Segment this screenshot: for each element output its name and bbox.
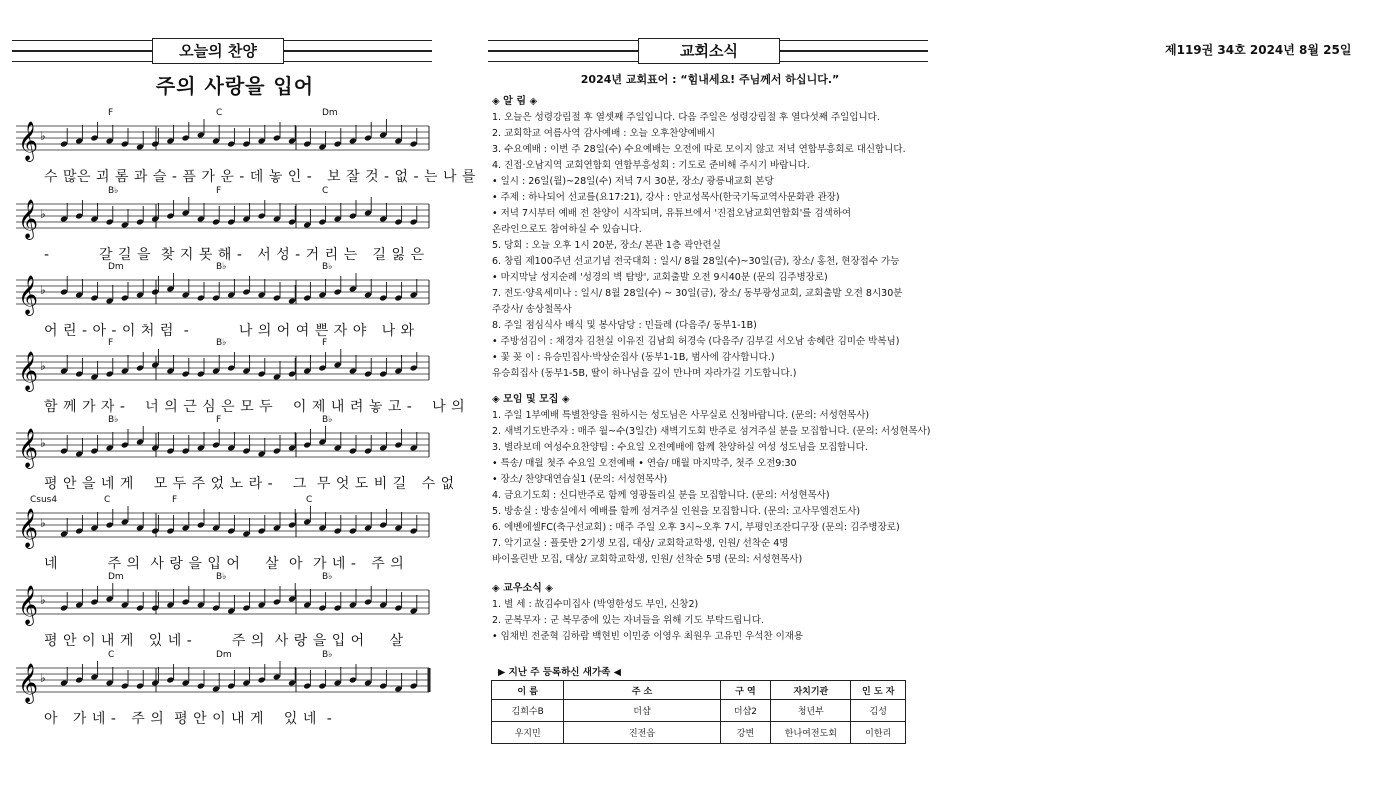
table-row [492,722,906,744]
list-item: 7. 악기교실 : 플룻반 2기생 모집, 대상/ 교회학교학생, 인원/ 선착순 4명 [492,538,789,549]
chord-label: C [322,186,329,196]
list-item: • 특송/ 매월 첫주 수요일 오전예배 • 연습/ 매월 마지막주, 첫주 오전9:30 [492,458,797,469]
list-item: 4. 진접·오남지역 교회연합회 연합부흥성회 : 기도로 준비해 주시기 바랍니다. [492,160,810,171]
list-item: 1. 오늘은 성령강림절 후 열셋째 주일입니다. 다음 주일은 성령강림절 후 열다섯째 주일입니다. [492,112,880,123]
list-item: 8. 주일 점심식사 배식 및 봉사담당 : 민들레 (다음주/ 동부1-1B) [492,320,757,331]
list-item: 5. 방송실 : 방송실에서 예배를 함께 섬겨주실 인원을 모집합니다. (문의: 고사무엘전도사) [492,506,861,517]
list-item: • 꽃 꽂 이 : 유승민집사·박상순집사 (동부1-1B, 범사에 감사합니다.) [492,352,775,363]
table-header-row [492,681,906,700]
chord-label: F [322,338,328,348]
chord-label: Csus4 [30,495,58,505]
lyric-line: 수 많은 괴 롬 과 슬 - 픔 가 운 - 데 놓 인 - 보 잘 것 - 없 - 는 나 를 [44,169,476,185]
list-item: 유승희집사 (동부1-5B, 딸이 하나님을 깊이 만나며 자라가길 기도합니다.) [492,368,797,379]
list-item: 온라인으로도 참여하실 수 있습니다. [492,224,642,235]
column-header: 이 름 [492,681,564,700]
list-item: 주강사/ 송상철목사 [492,304,572,315]
svg-text:♭: ♭ [40,436,46,450]
list-item: 5. 당회 : 오늘 오후 1시 20분, 장소/ 본관 1층 곽안련실 [492,240,721,251]
chord-label: B♭ [322,262,333,272]
list-item: 3. 수요예배 : 이번 주 28일(수) 수요예배는 오전에 따로 모이지 않고 저녁 연합부흥회로 대신합니다. [492,144,906,155]
table-cell: 청년부 [771,700,851,722]
list-item: 4. 금요기도회 : 신디반주로 함께 영광돌리실 분을 모집합니다. (문의: 서성현목사) [492,490,830,501]
list-item: 1. 주일 1부예배 특별찬양을 원하시는 성도님은 사무실로 신청바랍니다. (문의: 서성현목사) [492,410,870,421]
news-section-header [488,40,928,62]
notices-block [492,94,906,382]
music-staff [16,505,431,551]
chord-label: C [104,495,111,505]
hymn-title: 주의 사랑을 입어 [155,74,315,98]
chord-label: B♭ [322,650,333,660]
list-item: • 일시 : 26일(월)~28일(수) 저녁 7시 30분, 장소/ 광릉내교회 본당 [492,176,774,187]
chord-label: C [306,495,313,505]
svg-text:♭: ♭ [40,129,46,143]
chord-label: B♭ [216,338,227,348]
chord-label: B♭ [216,262,227,272]
treble-clef-icon: 𝄞 [18,351,39,391]
list-item: 1. 별 세 : 故김수미집사 (박영한성도 부인, 신창2) [492,599,699,610]
lyric-line: 평 안 을 네 게 모 두 주 었 노 라 - 그 무 엇 도 비 길 수 없 [44,476,455,492]
list-item: • 주제 : 하나되어 선교를(요17:21), 강사 : 안교성목사(한국기독교역사문화관 관장) [492,192,840,203]
chord-label: F [216,415,222,425]
hymn-section-title: 오늘의 찬양 [152,38,284,64]
lyric-line: - 갈 길 을 찾 지 못 해 - 서 성 - 거 리 는 길 잃 은 [44,247,425,263]
lyric-line: 함 께 가 자 - 너 의 근 심 은 모 두 이 제 내 려 놓 고 - 나 의 [44,399,466,415]
music-staff [16,582,431,628]
staff-row [16,415,455,505]
chord-label: B♭ [322,572,333,582]
list-item: 6. 에벤에셀FC(축구선교회) : 매주 주일 오후 3시~오후 7시, 부평인조잔디구장 (문의: 김주병장로) [492,522,900,533]
notices-heading: ◈ 알 림 ◈ [492,96,538,107]
chord-label: B♭ [216,572,227,582]
table-cell: 더샵 [564,700,720,722]
list-item: 7. 전도·양육세미나 : 일시/ 8월 28일(수) ~ 30일(금), 장소/ 동부광성교회, 교회출발 오전 8시30분 [492,288,903,299]
chord-label: Dm [108,262,124,272]
table-cell: 김성 [851,700,906,722]
chord-label: C [216,108,223,118]
list-item: 6. 창립 제100주년 선교기념 전국대회 : 일시/ 8월 28일(수)~30일(금), 장소/ 홍천, 현장접수 가능 [492,256,900,267]
music-staff [16,348,431,394]
new-members-table [491,680,906,744]
treble-clef-icon: 𝄞 [18,585,39,625]
list-item: 2. 새벽기도반주자 : 매주 월~수(3일간) 새벽기도회 반주로 섬겨주실 분을 모집합니다. (문의: 서성현목사) [492,426,931,437]
members-list [492,597,803,645]
svg-text:♭: ♭ [40,359,46,373]
svg-text:♭: ♭ [40,516,46,530]
column-header: 인 도 자 [851,681,906,700]
chord-label: F [172,495,178,505]
table-cell: 우지민 [492,722,564,744]
treble-clef-icon: 𝄞 [18,275,39,315]
list-item: • 마지막날 성지순례 '성경의 벽 탐방', 교회출발 오전 9시40분 (문의 김주병장로) [492,272,828,283]
table-cell: 더샵2 [720,700,771,722]
table-row [492,700,906,722]
chord-label: F [108,338,114,348]
chord-label: Dm [322,108,338,118]
chord-label: Dm [216,650,232,660]
column-header: 구 역 [720,681,771,700]
svg-text:♭: ♭ [40,283,46,297]
recruit-heading: ◈ 모임 및 모집 ◈ [492,394,570,405]
svg-text:♭: ♭ [40,671,46,685]
table-cell: 한나여전도회 [771,722,851,744]
recruit-list [492,408,930,568]
column-header: 자치기관 [771,681,851,700]
members-heading: ◈ 교우소식 ◈ [492,583,553,594]
table-cell: 진전읍 [564,722,720,744]
music-staff [16,425,431,471]
new-members-title: ▶ 지난 주 등록하신 새가족 ◀ [498,667,621,678]
table-cell: 이한리 [851,722,906,744]
list-item: 3. 별라보데 여성수요찬양팀 : 수요일 오전예배에 함께 찬양하실 여성 성도님을 모집합니다. [492,442,868,453]
table-cell: 김희수B [492,700,564,722]
chord-label: B♭ [322,415,333,425]
music-staff [16,196,431,242]
music-staff [16,272,431,318]
column-header: 주 소 [564,681,720,700]
music-staff [16,118,431,164]
lyric-line: 네 주 의 사 랑 을 입 어 살 아 가 네 - 주 의 [44,556,405,572]
lyric-line: 평 안 이 내 게 있 네 - 주 의 사 랑 을 입 어 살 [44,633,404,649]
list-item: • 임채빈 전준혁 김하람 백현빈 이민중 이영우 최원우 고유민 우석찬 이재용 [492,631,804,642]
chord-label: C [108,650,115,660]
members-block [492,581,803,645]
list-item: • 주방섬김이 : 채경자 김천실 이유진 김남희 허경숙 (다음주/ 김부길 서오남 송혜란 김미순 박복님) [492,336,900,347]
treble-clef-icon: 𝄞 [18,508,39,548]
svg-text:♭: ♭ [40,207,46,221]
list-item: 바이올린반 모집, 대상/ 교회학교학생, 인원/ 선착순 5명 (문의: 서성현목사) [492,554,803,565]
chord-label: F [108,108,114,118]
notices-list [492,110,906,382]
list-item: 2. 군복무자 : 군 복무중에 있는 자녀들을 위해 기도 부탁드립니다. [492,615,764,626]
lyric-line: 아 가 네 - 주 의 평 안 이 내 게 있 네 - [44,711,333,727]
news-section-title: 교회소식 [638,38,780,64]
hymn-section-header [12,40,432,62]
chord-label: B♭ [108,186,119,196]
treble-clef-icon: 𝄞 [18,199,39,239]
church-motto: 2024년 교회표어 : “힘내세요! 주님께서 하십니다.” [580,73,840,86]
staff-row [16,650,431,740]
svg-text:♭: ♭ [40,593,46,607]
list-item: 2. 교회학교 여름사역 감사예배 : 오늘 오후찬양예배시 [492,128,716,139]
treble-clef-icon: 𝄞 [18,121,39,161]
list-item: • 저녁 7시부터 예배 전 찬양이 시작되며, 유튜브에서 '진접오남교회연합회'를 검색하여 [492,208,852,219]
chord-label: F [216,186,222,196]
staff-row [16,338,466,428]
lyric-line: 어 린 - 아 - 이 처 럼 - 나 의 어 여 쁜 자 야 나 와 [44,323,415,339]
music-staff [16,660,431,706]
list-item: • 장소/ 찬양대연습실1 (문의: 서성현목사) [492,474,668,485]
table-cell: 강변 [720,722,771,744]
treble-clef-icon: 𝄞 [18,428,39,468]
chord-label: B♭ [108,415,119,425]
staff-row [16,108,476,198]
treble-clef-icon: 𝄞 [18,663,39,703]
chord-label: Dm [108,572,124,582]
issue-info: 제119권 34호 2024년 8월 25일 [1165,43,1352,57]
recruit-block [492,392,930,568]
